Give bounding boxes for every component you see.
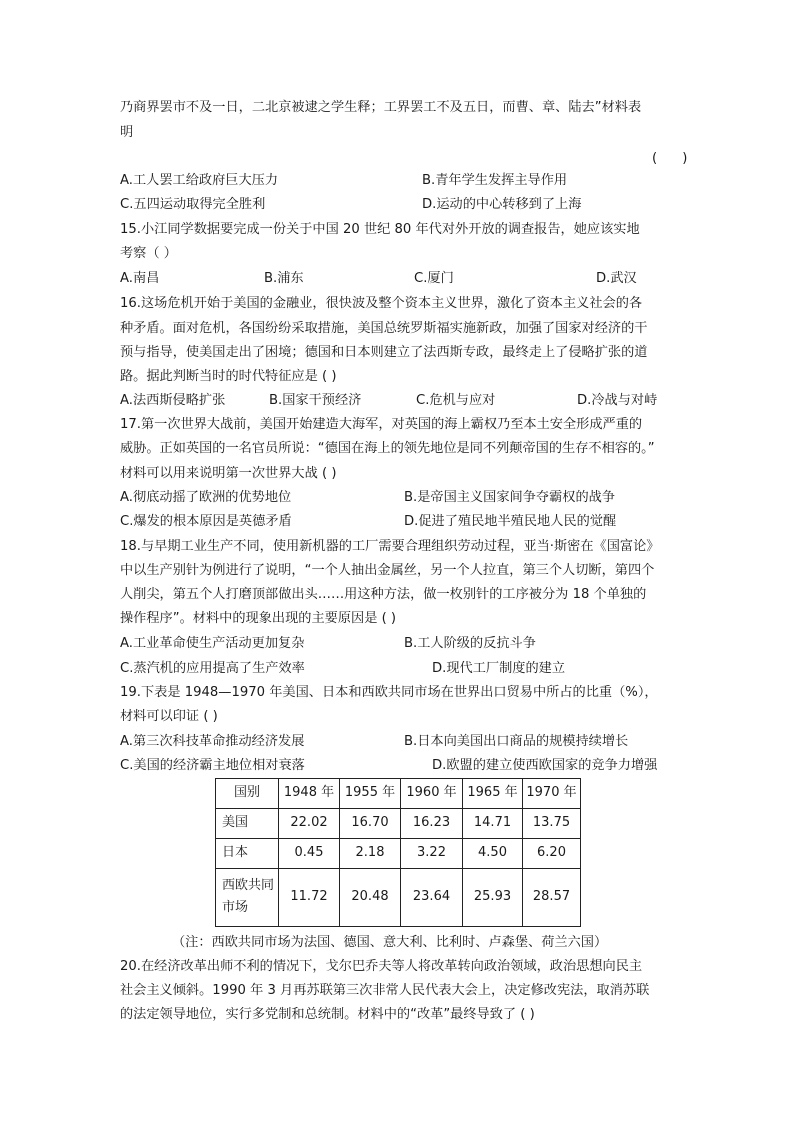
table-note: （注：西欧共同市场为法国、德国、意大利、比利时、卢森堡、荷兰六国） [172, 935, 608, 950]
q18-stem-1: 18.与早期工业生产不同，使用新机器的工厂需要合理组织劳动过程，亚当·斯密在《国富论》 [120, 539, 660, 554]
table-header-cell: 1955 年 [340, 779, 401, 809]
q18-option-c: C.蒸汽机的应用提高了生产效率 [120, 661, 305, 676]
q16-option-c: C.危机与应对 [416, 393, 496, 408]
table-cell: 4.50 [463, 838, 523, 868]
q19-option-b: B.日本向美国出口商品的规模持续增长 [404, 734, 629, 749]
q15-option-c: C.厦门 [414, 271, 454, 286]
table-row-label: 日本 [216, 838, 279, 868]
q15-option-a: A.南昌 [120, 271, 160, 286]
table-header-row [216, 779, 581, 809]
table-cell: 23.64 [401, 868, 463, 926]
q16-stem-3: 预与指导，使美国走出了困境；德国和日本则建立了法西斯专政，最终走上了侵略扩张的道 [120, 345, 648, 360]
q20-stem-3: 的法定领导地位，实行多党制和总统制。材料中的“改革”最终导致了 ( ) [120, 1007, 535, 1022]
table-cell: 0.45 [279, 838, 340, 868]
table-header-cell: 1965 年 [463, 779, 523, 809]
q18-option-d: D.现代工厂制度的建立 [432, 661, 566, 676]
q19-stem-1: 19.下表是 1948—1970 年美国、日本和西欧共同市场在世界出口贸易中所占的比重（%）， [120, 685, 658, 700]
table-cell: 3.22 [401, 838, 463, 868]
table-row-label: 美国 [216, 808, 279, 838]
q15-option-d: D.武汉 [596, 271, 637, 286]
q14-option-a: A.工人罢工给政府巨大压力 [120, 173, 279, 188]
intro-line-2: 明 [120, 125, 134, 140]
q14-option-d: D.运动的中心转移到了上海 [422, 197, 582, 212]
q15-option-b: B.浦东 [264, 271, 304, 286]
table-cell: 20.48 [340, 868, 401, 926]
q16-option-b: B.国家干预经济 [269, 393, 362, 408]
q16-stem-2: 种矛盾。面对危机，各国纷纷采取措施，美国总统罗斯福实施新政，加强了国家对经济的干 [120, 321, 648, 336]
table-cell: 6.20 [523, 838, 581, 868]
intro-line-1: 乃商界罢市不及一日，二北京被逮之学生释；工界罢工不及五日，而曹、章、陆去”材料表 [120, 100, 642, 115]
q17-option-b: B.是帝国主义国家间争夺霸权的战争 [404, 490, 616, 505]
export-share-table [215, 778, 581, 927]
q15-stem-2: 考察（ ） [120, 246, 177, 261]
q19-option-c: C.美国的经济霸主地位相对衰落 [120, 758, 305, 773]
q18-option-a: A.工业革命使生产活动更加复杂 [120, 636, 305, 651]
table-cell: 11.72 [279, 868, 340, 926]
table-cell: 13.75 [523, 808, 581, 838]
q16-option-d: D.冷战与对峙 [577, 393, 658, 408]
table-header-cell: 1948 年 [279, 779, 340, 809]
table-row [216, 838, 581, 868]
table-cell: 2.18 [340, 838, 401, 868]
table-header-cell: 1960 年 [401, 779, 463, 809]
table-cell: 14.71 [463, 808, 523, 838]
q20-stem-1: 20.在经济改革出师不利的情况下，戈尔巴乔夫等人将改革转向政治领域，政治思想向民主 [120, 959, 643, 974]
q18-stem-3: 人削尖，第五个人打磨顶部做出头……用这种方法，做一枚别针的工序被分为 18 个单独的 [120, 587, 647, 602]
q15-stem-1: 15.小江同学数据要完成一份关于中国 20 世纪 80 年代对外开放的调查报告，她应该实地 [120, 222, 640, 237]
q18-stem-2: 中以生产别针为例进行了说明，“一个人抽出金属丝，另一个人拉直，第三个人切断，第四个 [120, 563, 655, 578]
q17-stem-1: 17.第一次世界大战前，美国开始建造大海军，对英国的海上霸权乃至本土安全形成严重的 [120, 417, 643, 432]
table-cell: 28.57 [523, 868, 581, 926]
q17-option-d: D.促进了殖民地半殖民地人民的觉醒 [404, 514, 617, 529]
table-row [216, 868, 581, 926]
q19-option-d: D.欧盟的建立使西欧国家的竞争力增强 [432, 758, 658, 773]
table-cell: 25.93 [463, 868, 523, 926]
q17-option-a: A.彻底动摇了欧洲的优势地位 [120, 490, 292, 505]
table-header-cell: 1970 年 [523, 779, 581, 809]
q20-stem-2: 社会主义倾斜。1990 年 3 月再苏联第三次非常人民代表大会上，决定修改宪法，取消苏联 [120, 983, 650, 998]
table-row [216, 808, 581, 838]
answer-paren: ( ) [652, 151, 688, 166]
table-header-cell: 国别 [216, 779, 279, 809]
q19-stem-2: 材料可以印证 ( ) [120, 709, 218, 724]
q16-stem-1: 16.这场危机开始于美国的金融业，很快波及整个资本主义世界，激化了资本主义社会的各 [120, 296, 643, 311]
q16-stem-4: 路。据此判断当时的时代特征应是 ( ) [120, 369, 337, 384]
q18-option-b: B.工人阶级的反抗斗争 [404, 636, 536, 651]
q17-stem-3: 材料可以用来说明第一次世界大战 ( ) [120, 466, 337, 481]
q14-option-b: B.青年学生发挥主导作用 [422, 173, 568, 188]
table-cell: 22.02 [279, 808, 340, 838]
q16-option-a: A.法西斯侵略扩张 [120, 393, 226, 408]
table-cell: 16.23 [401, 808, 463, 838]
q17-option-c: C.爆发的根本原因是英德矛盾 [120, 514, 292, 529]
table-cell: 16.70 [340, 808, 401, 838]
q19-option-a: A.第三次科技革命推动经济发展 [120, 734, 305, 749]
q18-stem-4: 操作程序”。材料中的现象出现的主要原因是 ( ) [120, 611, 397, 626]
q14-option-c: C.五四运动取得完全胜利 [120, 197, 266, 212]
q17-stem-2: 威胁。正如英国的一名官员所说：“德国在海上的领先地位是同不列颠帝国的生存不相容的。” [120, 441, 655, 456]
table-row-label: 西欧共同市场 [216, 868, 279, 926]
